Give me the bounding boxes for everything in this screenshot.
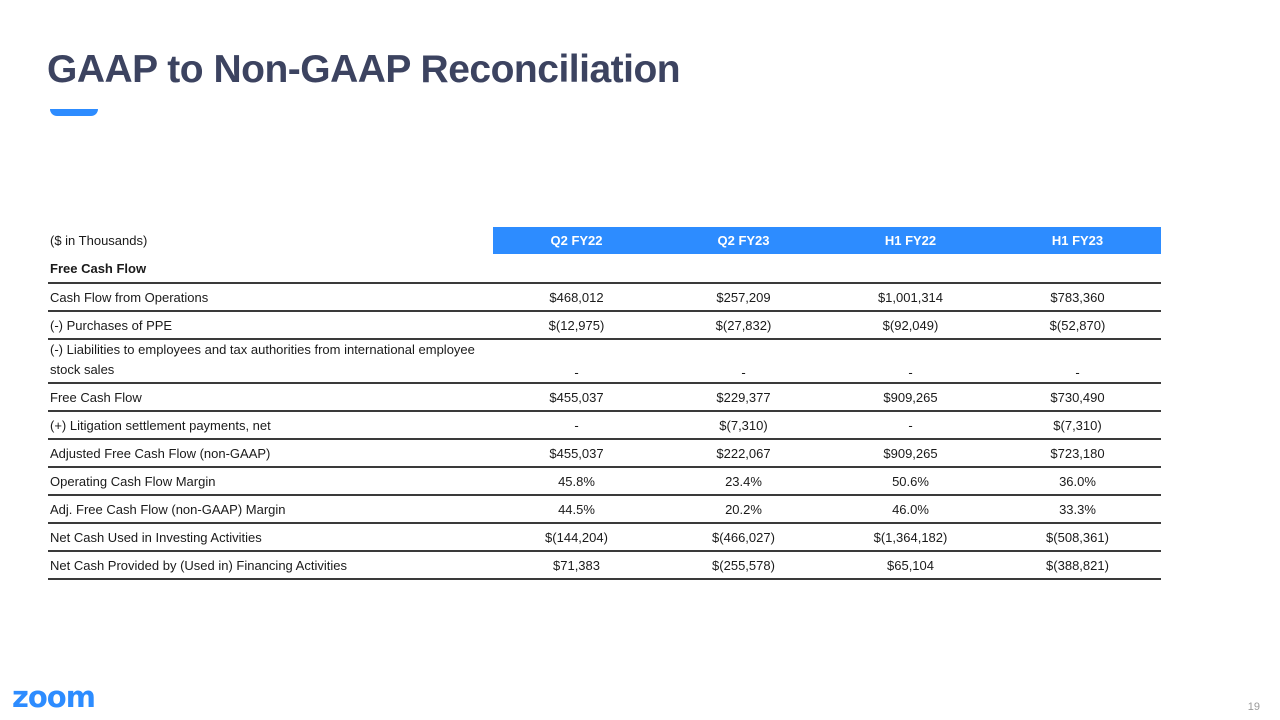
zoom-logo [12,682,108,714]
cell-value: $(1,364,182) [827,523,994,551]
cell-value: $(255,578) [660,551,827,579]
table-row [48,283,1161,311]
row-label: (-) Purchases of PPE [48,311,493,339]
table-body [48,254,1161,579]
page-number: 19 [1247,701,1260,713]
cell-value: $65,104 [827,551,994,579]
table-row [48,254,1161,283]
table-row [48,339,1161,383]
table-row [48,467,1161,495]
cell-value: 45.8% [493,467,660,495]
column-header: H1 FY22 [827,227,994,254]
cell-value: $468,012 [493,283,660,311]
cell-value [994,254,1161,283]
table-row [48,439,1161,467]
row-label: Adj. Free Cash Flow (non-GAAP) Margin [48,495,493,523]
cell-value: 50.6% [827,467,994,495]
column-header: Q2 FY23 [660,227,827,254]
cell-value: $455,037 [493,383,660,411]
cell-value: $(92,049) [827,311,994,339]
cell-value: $229,377 [660,383,827,411]
cell-value: $(466,027) [660,523,827,551]
row-label: (+) Litigation settlement payments, net [48,411,493,439]
table-row [48,551,1161,579]
cell-value: - [493,411,660,439]
row-label: Net Cash Provided by (Used in) Financing Activities [48,551,493,579]
row-label: Cash Flow from Operations [48,283,493,311]
reconciliation-table-container [48,227,1161,580]
cell-value: $455,037 [493,439,660,467]
cell-value: - [660,339,827,383]
reconciliation-table [48,227,1161,580]
row-label: Operating Cash Flow Margin [48,467,493,495]
cell-value: - [493,339,660,383]
column-header: Q2 FY22 [493,227,660,254]
row-label: Free Cash Flow [48,254,493,283]
cell-value: $(144,204) [493,523,660,551]
table-row [48,411,1161,439]
table-row [48,495,1161,523]
cell-value: - [994,339,1161,383]
cell-value [493,254,660,283]
column-header: H1 FY23 [994,227,1161,254]
table-header [48,227,1161,254]
cell-value: - [827,411,994,439]
cell-value: $(27,832) [660,311,827,339]
cell-value: - [827,339,994,383]
cell-value: $(508,361) [994,523,1161,551]
cell-value: $(388,821) [994,551,1161,579]
row-label: Adjusted Free Cash Flow (non-GAAP) [48,439,493,467]
cell-value: $1,001,314 [827,283,994,311]
row-label: Free Cash Flow [48,383,493,411]
cell-value: $(7,310) [994,411,1161,439]
cell-value: 44.5% [493,495,660,523]
cell-value: $723,180 [994,439,1161,467]
cell-value: $730,490 [994,383,1161,411]
unit-label: ($ in Thousands) [48,227,493,254]
cell-value: 36.0% [994,467,1161,495]
cell-value: $257,209 [660,283,827,311]
table-row [48,311,1161,339]
cell-value: $909,265 [827,383,994,411]
row-label: (-) Liabilities to employees and tax authorities from international employee stock sales [48,339,493,383]
cell-value [827,254,994,283]
cell-value: $(7,310) [660,411,827,439]
cell-value: $222,067 [660,439,827,467]
row-label: Net Cash Used in Investing Activities [48,523,493,551]
cell-value: $909,265 [827,439,994,467]
cell-value: $(52,870) [994,311,1161,339]
title-accent-bar [50,109,98,116]
cell-value: 20.2% [660,495,827,523]
cell-value: $(12,975) [493,311,660,339]
cell-value: 46.0% [827,495,994,523]
cell-value: 23.4% [660,467,827,495]
table-row [48,523,1161,551]
page-title: GAAP to Non-GAAP Reconciliation [47,48,681,91]
cell-value: $71,383 [493,551,660,579]
header-row [48,227,1161,254]
cell-value: $783,360 [994,283,1161,311]
cell-value: 33.3% [994,495,1161,523]
zoom-logo-text: zoom [12,682,95,714]
cell-value [660,254,827,283]
table-row [48,383,1161,411]
